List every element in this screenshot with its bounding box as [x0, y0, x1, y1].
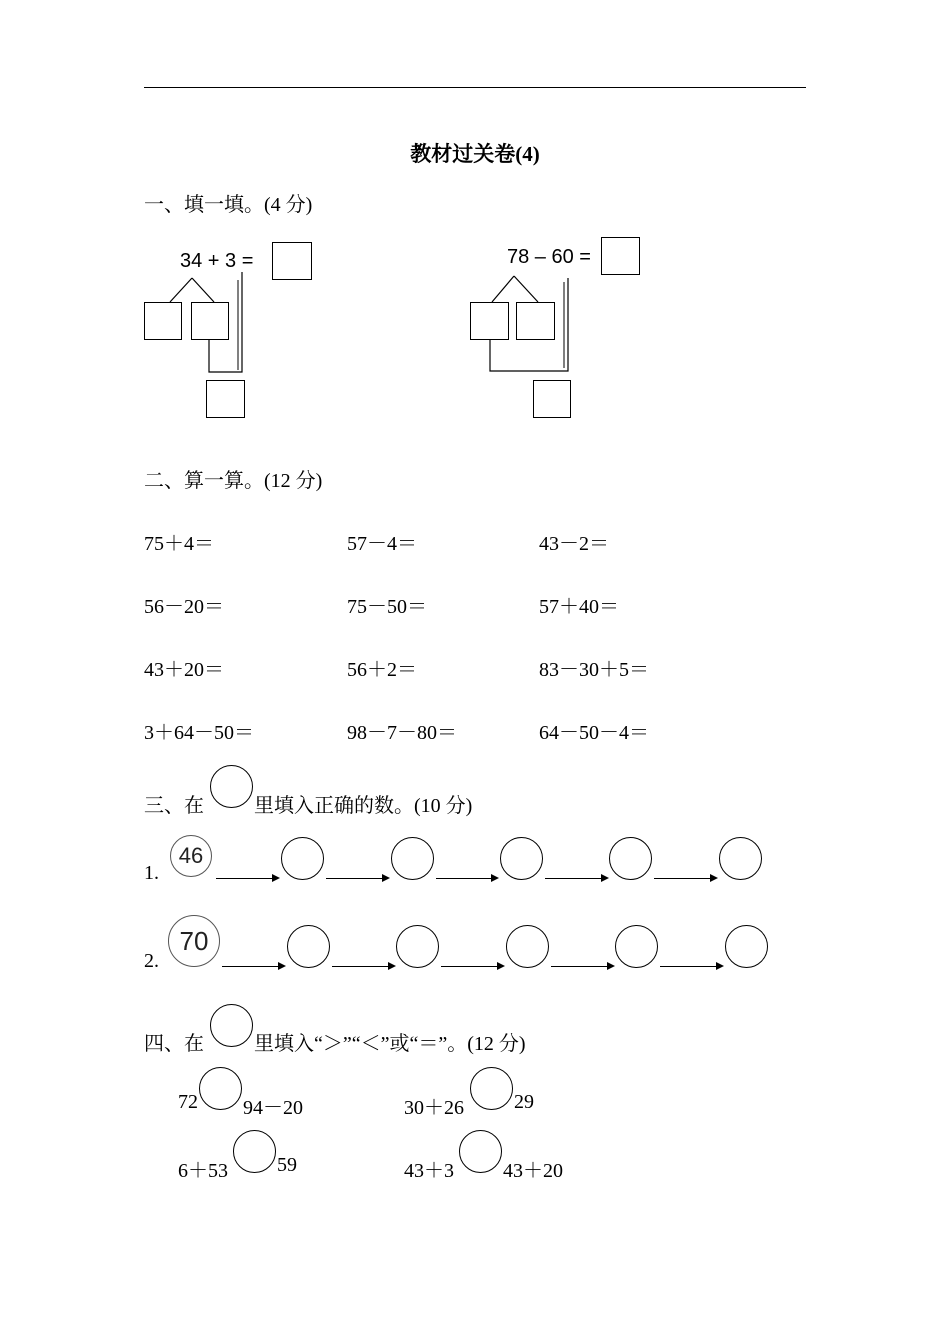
compare-2-circle[interactable]: [470, 1067, 513, 1110]
calc-r1-c1: 75＋4＝: [144, 533, 214, 555]
chain2-circle-2[interactable]: [396, 925, 439, 968]
compare-1-circle[interactable]: [199, 1067, 242, 1110]
compare-4-right: 43＋20: [503, 1160, 563, 1182]
calc-r2-c3: 57＋40＝: [539, 596, 619, 618]
chain1-circle-3[interactable]: [500, 837, 543, 880]
compare-1-left: 72: [178, 1091, 198, 1113]
chain2-arrow-icon: [332, 966, 394, 967]
chain1-label: 1.: [144, 862, 159, 884]
section4-heading-circle-icon: [210, 1004, 253, 1047]
calc-r3-c1: 43＋20＝: [144, 659, 224, 681]
chain1-arrow-icon: [654, 878, 716, 879]
chain1-circle-4[interactable]: [609, 837, 652, 880]
chain1-arrow-icon: [216, 878, 278, 879]
chain2-circle-3[interactable]: [506, 925, 549, 968]
chain2-circle-4[interactable]: [615, 925, 658, 968]
chain1-arrow-icon: [436, 878, 497, 879]
calc-r4-c2: 98－7－80＝: [347, 722, 457, 744]
chain2-circle-1[interactable]: [287, 925, 330, 968]
calc-r3-c3: 83－30＋5＝: [539, 659, 649, 681]
diagram-right-expression: 78 – 60 =: [507, 246, 591, 268]
calc-r3-c2: 56＋2＝: [347, 659, 417, 681]
section3-heading-pre: 三、在: [144, 795, 204, 817]
chain1-circle-1[interactable]: [281, 837, 324, 880]
calc-r2-c2: 75－50＝: [347, 596, 427, 618]
compare-3-right: 59: [277, 1154, 297, 1176]
chain2-arrow-icon: [551, 966, 613, 967]
diagram-right-split-box-1[interactable]: [470, 302, 509, 340]
chain1-arrow-icon: [326, 878, 388, 879]
page-title: 教材过关卷(4): [410, 142, 540, 166]
chain2-label: 2.: [144, 950, 159, 972]
diagram-left-expression: 34 + 3 =: [180, 250, 254, 272]
chain1-circle-5[interactable]: [719, 837, 762, 880]
chain1-arrow-icon: [545, 878, 607, 879]
chain2-arrow-icon: [660, 966, 722, 967]
compare-4-circle[interactable]: [459, 1130, 502, 1173]
calc-r1-c3: 43－2＝: [539, 533, 609, 555]
chain2-arrow-icon: [222, 966, 284, 967]
calc-r1-c2: 57－4＝: [347, 533, 417, 555]
calc-r4-c3: 64－50－4＝: [539, 722, 649, 744]
compare-2-left: 30＋26: [404, 1097, 464, 1119]
chain1-start-circle: 46: [170, 835, 212, 877]
section3-heading-post: 里填入正确的数。(10 分): [254, 795, 473, 817]
compare-3-circle[interactable]: [233, 1130, 276, 1173]
section3-heading-circle-icon: [210, 765, 253, 808]
chain2-circle-5[interactable]: [725, 925, 768, 968]
chain2-start-circle: 70: [168, 915, 220, 967]
section4-heading-pre: 四、在: [144, 1033, 204, 1055]
section4-heading-post: 里填入“＞”“＜”或“＝”。(12 分): [254, 1033, 526, 1055]
diagram-right-result-box[interactable]: [533, 380, 571, 418]
calc-r4-c1: 3＋64－50＝: [144, 722, 254, 744]
calc-r2-c1: 56－20＝: [144, 596, 224, 618]
compare-2-right: 29: [514, 1091, 534, 1113]
chain1-circle-2[interactable]: [391, 837, 434, 880]
section2-heading: 二、算一算。(12 分): [144, 470, 323, 492]
chain2-arrow-icon: [441, 966, 503, 967]
section1-heading: 一、填一填。(4 分): [144, 194, 313, 216]
compare-1-right: 94－20: [243, 1097, 303, 1119]
compare-3-left: 6＋53: [178, 1160, 228, 1182]
compare-4-left: 43＋3: [404, 1160, 454, 1182]
diagram-right-split-box-2[interactable]: [516, 302, 555, 340]
diagram-right-answer-box[interactable]: [601, 237, 640, 275]
